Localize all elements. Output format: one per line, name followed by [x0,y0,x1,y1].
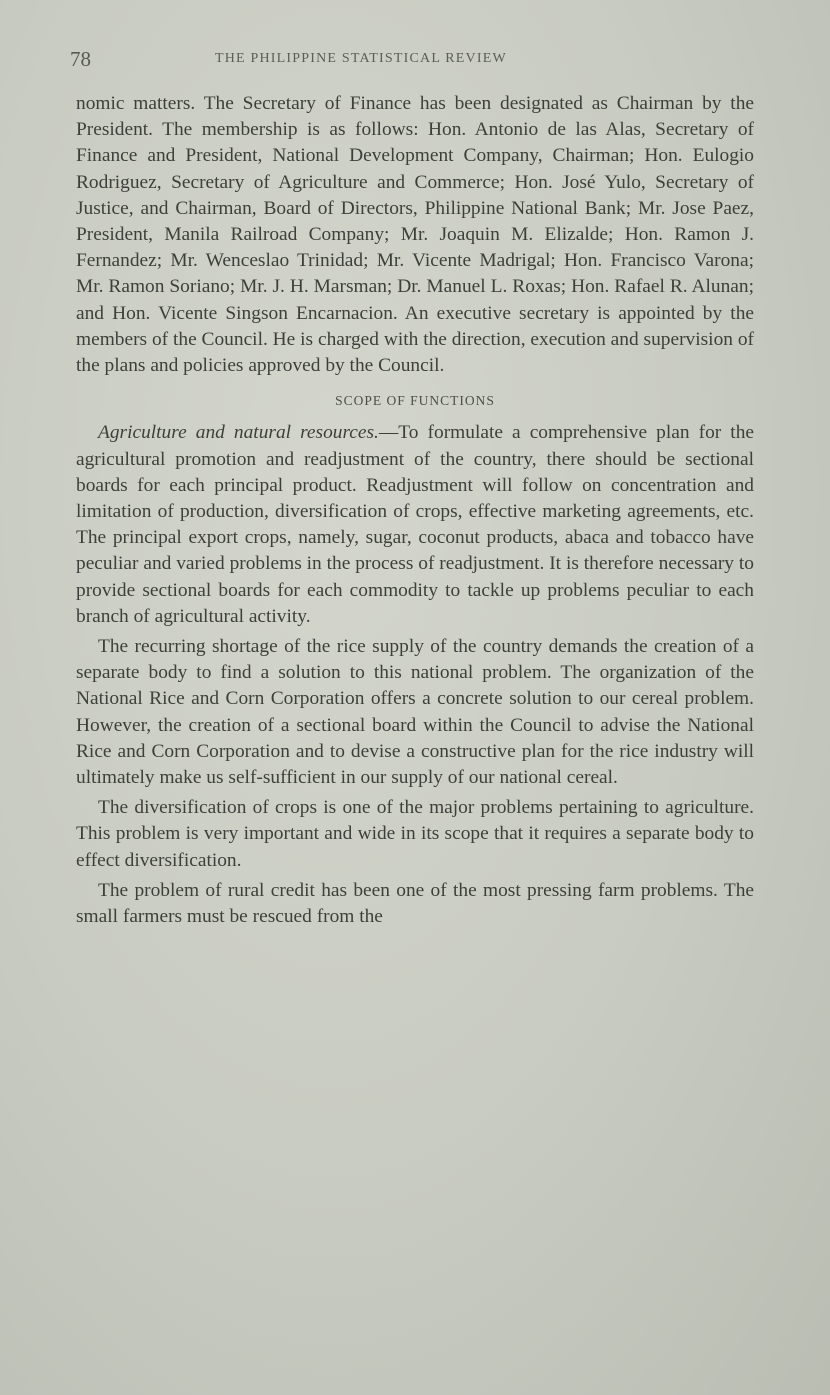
paragraph-rice: The recurring shortage of the rice supply of the country demands the creation of a separate body to find a solution to this national problem. The organization of the National Rice and Corn Corporation offers a concrete solution to our cereal problem. However, the creation of a sectional board within the Council to advise the National Rice and Corn Corporation and to devise a constructive plan for the rice industry will ultimately make us self-sufficient in our supply of our national cereal. [76,636,754,789]
paragraph-rural-credit: The problem of rural credit has been one of the most pressing farm problems. The small farmers must be rescued from the [76,879,754,928]
paragraph-diversification: The diversification of crops is one of the major problems pertaining to agriculture. This problem is very important and wide in its scope that it requires a separate body to effect diversification. [76,797,754,871]
paragraph-agriculture-text: —To formulate a comprehensive plan for the agricultural promotion and readjustment of the country, there should be sectional boards for each principal product. Readjustment will follow on concentration and limitation of production, diversification of crops, effective marketing agreements, etc. The principal export crops, namely, sugar, coconut products, abaca and tobacco have peculiar and varied problems in the process of readjustment. It is therefore necessary to provide sectional boards for each commodity to tackle up problems peculiar to each branch of agricultural activity. [76,422,754,627]
italic-run-in-heading: Agriculture and natural resources. [98,422,379,444]
paragraph-membership: nomic matters. The Secretary of Finance has been designated as Chairman by the President. The membership is as follows: Hon. Antonio de las Alas, Secretary of Finance and President, National Development Company, Chairman; Hon. Eulogio Rodriguez, Secretary of Agriculture and Commerce; Hon. José Yulo, Secretary of Justice, and Chairman, Board of Directors, Philippine National Bank; Mr. Jose Paez, President, Manila Railroad Company; Mr. Joaquin M. Elizalde; Hon. Ramon J. Fernandez; Mr. Wenceslao Trinidad; Mr. Vicente Madrigal; Hon. Francisco Varona; Mr. Ramon Soriano; Mr. J. H. Marsman; Dr. Manuel L. Roxas; Hon. Rafael R. Alunan; and Hon. Vicente Singson Encarnacion. An executive secretary is appointed by the members of the Council. He is charged with the direction, execution and supervision of the plans and policies approved by the Council. [76,93,754,377]
running-title: THE PHILIPPINE STATISTICAL REVIEW [215,51,507,66]
section-heading: SCOPE OF FUNCTIONS [335,393,495,409]
page-header [70,47,770,73]
body-text [76,91,754,930]
paragraph-agriculture [76,420,754,630]
page-number: 78 [70,47,91,71]
